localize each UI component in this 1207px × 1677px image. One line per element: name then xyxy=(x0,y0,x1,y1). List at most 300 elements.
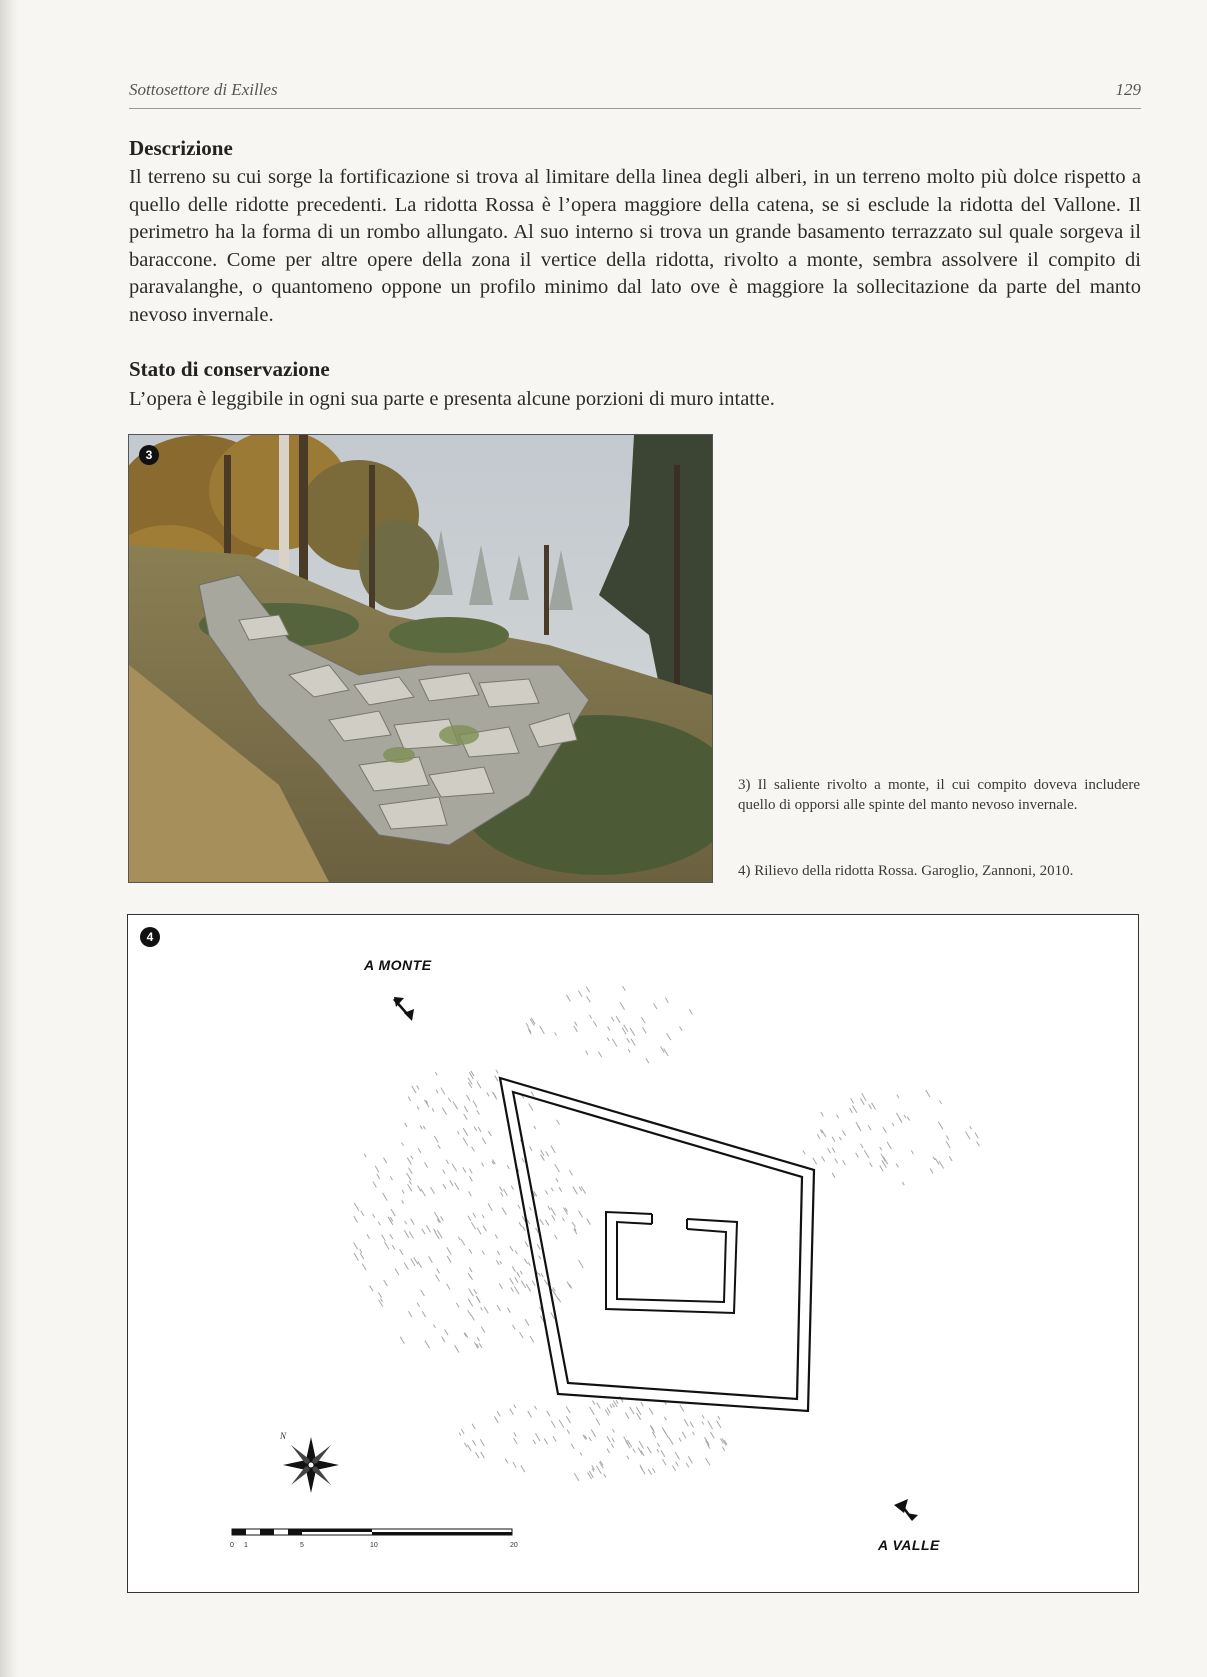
terrain-hatch xyxy=(524,1259,527,1264)
terrain-hatch xyxy=(579,1260,584,1268)
section-body-conservazione: L’opera è leggibile in ogni sua parte e presenta alcune porzioni di muro intatte. xyxy=(129,388,775,410)
terrain-hatch xyxy=(409,1168,413,1174)
terrain-hatch xyxy=(457,1131,459,1134)
terrain-hatch xyxy=(408,1184,412,1191)
terrain-hatch xyxy=(496,1260,499,1265)
terrain-hatch xyxy=(463,1167,466,1172)
terrain-hatch xyxy=(702,1415,704,1418)
terrain-hatch xyxy=(469,1169,472,1174)
terrain-hatch xyxy=(896,1163,898,1167)
terrain-hatch xyxy=(454,1182,458,1189)
terrain-hatch xyxy=(513,1462,516,1468)
terrain-hatch xyxy=(717,1420,721,1427)
terrain-hatch xyxy=(402,1200,404,1203)
terrain-hatch xyxy=(468,1299,473,1307)
terrain-hatch xyxy=(529,1147,532,1151)
terrain-hatch xyxy=(495,1235,497,1239)
terrain-hatch xyxy=(467,1445,471,1451)
terrain-hatch xyxy=(354,1242,358,1249)
terrain-hatch xyxy=(402,1142,404,1145)
terrain-hatch xyxy=(425,1162,428,1167)
terrain-hatch xyxy=(477,1228,481,1235)
terrain-hatch xyxy=(883,1127,886,1132)
terrain-hatch xyxy=(665,998,668,1003)
terrain-hatch xyxy=(484,1307,488,1313)
terrain-hatch xyxy=(482,1215,484,1218)
terrain-hatch xyxy=(612,1039,617,1047)
terrain-hatch xyxy=(864,1150,869,1158)
terrain-hatch xyxy=(711,1432,715,1438)
page-number: 129 xyxy=(1115,80,1141,99)
terrain-hatch xyxy=(689,1009,692,1014)
redoubt-outer-wall xyxy=(500,1078,814,1411)
terrain-hatch xyxy=(930,1169,933,1174)
terrain-hatch xyxy=(477,1337,479,1341)
terrain-hatch xyxy=(551,1421,555,1428)
running-head-title: Sottosettore di Exilles xyxy=(129,80,278,99)
terrain-hatch xyxy=(447,1247,451,1254)
terrain-hatch xyxy=(648,1469,651,1475)
terrain-hatch xyxy=(559,1420,564,1428)
terrain-hatch xyxy=(511,1287,514,1291)
terrain-hatch xyxy=(514,1287,519,1295)
terrain-hatch xyxy=(480,1439,484,1446)
terrain-hatch xyxy=(474,1126,477,1130)
terrain-hatch xyxy=(557,1120,560,1125)
scale-bar xyxy=(232,1529,512,1535)
terrain-hatch xyxy=(408,1311,412,1317)
terrain-hatch xyxy=(616,1400,618,1404)
terrain-hatch xyxy=(926,1090,930,1097)
terrain-hatch xyxy=(553,1436,556,1441)
terrain-hatch xyxy=(456,1303,459,1308)
terrain-hatch xyxy=(477,1110,480,1114)
terrain-hatch xyxy=(607,1038,609,1041)
terrain-hatch xyxy=(706,1458,710,1465)
terrain-hatch xyxy=(555,1033,557,1036)
terrain-hatch xyxy=(581,1186,585,1193)
scale-tick-label: 0 xyxy=(230,1542,234,1549)
terrain-hatch xyxy=(946,1135,949,1140)
terrain-hatch xyxy=(469,1249,472,1254)
terrain-hatch xyxy=(510,1409,514,1415)
terrain-hatch xyxy=(590,1407,595,1415)
terrain-hatch xyxy=(539,1256,541,1260)
terrain-hatch xyxy=(610,1404,612,1408)
terrain-hatch xyxy=(887,1142,891,1149)
terrain-hatch xyxy=(500,1261,502,1264)
terrain-hatch xyxy=(688,1456,692,1463)
terrain-hatch xyxy=(472,1147,475,1152)
terrain-hatch xyxy=(970,1126,972,1129)
terrain-hatch xyxy=(604,1474,606,1478)
terrain-hatch xyxy=(892,1123,894,1126)
terrain-hatch xyxy=(842,1130,845,1135)
terrain-hatch xyxy=(373,1182,376,1188)
terrain-hatch xyxy=(949,1156,952,1161)
terrain-hatch xyxy=(409,1231,413,1238)
terrain-hatch xyxy=(623,986,626,991)
caption-figure-4: 4) Rilievo della ridotta Rossa. Garoglio, Zannoni, 2010. xyxy=(738,863,1074,879)
north-mark: N xyxy=(280,1431,287,1441)
terrain-hatch xyxy=(442,1336,445,1342)
terrain-hatch xyxy=(404,1263,408,1270)
terrain-hatch xyxy=(520,1332,524,1338)
terrain-hatch xyxy=(571,1444,574,1449)
terrain-hatch xyxy=(676,1462,679,1467)
terrain-hatch xyxy=(862,1093,866,1100)
caption-figure-3: 3) Il saliente rivolto a monte, il cui compito doveva includere quello di opporsi alle spinte del manto nevoso invernale. xyxy=(738,777,1140,813)
terrain-hatch xyxy=(517,1272,520,1277)
terrain-hatch xyxy=(843,1160,846,1164)
terrain-hatch xyxy=(450,1180,453,1185)
terrain-hatch xyxy=(529,1104,533,1111)
terrain-hatch xyxy=(856,1122,859,1128)
terrain-hatch xyxy=(567,1429,570,1433)
terrain-hatch xyxy=(442,1108,446,1115)
terrain-hatch xyxy=(377,1174,380,1179)
terrain-hatch xyxy=(612,1429,614,1432)
terrain-hatch xyxy=(589,1015,591,1019)
terrain-hatch xyxy=(939,1100,941,1103)
terrain-hatch xyxy=(463,1138,468,1146)
label-a-valle: A VALLE xyxy=(878,1537,940,1553)
terrain-hatch xyxy=(946,1141,950,1148)
terrain-hatch xyxy=(514,1432,516,1436)
terrain-hatch xyxy=(378,1293,381,1298)
terrain-hatch xyxy=(360,1249,362,1253)
terrain-hatch xyxy=(472,1424,475,1429)
terrain-hatch xyxy=(481,1307,483,1310)
terrain-hatch xyxy=(497,1305,500,1311)
terrain-hatch xyxy=(633,1449,635,1453)
terrain-hatch xyxy=(591,1429,595,1436)
scale-tick-label: 20 xyxy=(510,1542,518,1549)
terrain-hatch xyxy=(417,1085,419,1089)
terrain-hatch xyxy=(868,1125,871,1130)
barracks-base-outer xyxy=(606,1212,737,1313)
terrain-hatch xyxy=(384,1158,387,1163)
terrain-hatch xyxy=(552,1215,555,1220)
terrain-hatch xyxy=(544,1280,547,1285)
terrain-hatch xyxy=(392,1245,395,1249)
terrain-hatch xyxy=(453,1101,458,1109)
figure-3-badge: 3 xyxy=(139,445,159,465)
terrain-hatch xyxy=(654,1003,657,1009)
terrain-hatch xyxy=(587,996,591,1002)
terrain-hatch xyxy=(402,1190,404,1194)
terrain-hatch xyxy=(432,1108,434,1111)
terrain-hatch xyxy=(370,1286,374,1292)
terrain-hatch xyxy=(435,1072,437,1075)
terrain-hatch xyxy=(418,1186,422,1192)
terrain-hatch xyxy=(507,1308,510,1313)
terrain-hatch xyxy=(433,1324,435,1327)
terrain-hatch xyxy=(423,1126,425,1129)
terrain-hatch xyxy=(938,1122,943,1130)
terrain-hatch xyxy=(821,1112,824,1117)
terrain-hatch xyxy=(679,1026,681,1030)
terrain-hatch xyxy=(469,1191,472,1196)
terrain-hatch xyxy=(907,1117,909,1121)
terrain-hatch xyxy=(429,1256,433,1262)
terrain-hatch xyxy=(390,1176,392,1180)
terrain-hatch xyxy=(546,1151,549,1156)
terrain-hatch xyxy=(417,1303,419,1307)
terrain-hatch xyxy=(669,1437,673,1444)
terrain-hatch xyxy=(529,1207,531,1210)
arrow-upslope-icon xyxy=(394,997,414,1021)
terrain-hatch xyxy=(455,1345,459,1352)
terrain-hatch xyxy=(438,1145,440,1149)
terrain-hatch xyxy=(373,1214,375,1218)
terrain-hatch xyxy=(395,1268,399,1275)
terrain-hatch xyxy=(474,1289,477,1294)
plan-drawing xyxy=(128,915,1138,1592)
terrain-hatch xyxy=(441,1088,445,1095)
terrain-hatch xyxy=(646,1058,649,1063)
terrain-hatch xyxy=(547,1411,550,1417)
terrain-hatch xyxy=(586,986,589,992)
terrain-hatch xyxy=(409,1181,411,1185)
terrain-hatch xyxy=(471,1315,474,1321)
terrain-hatch xyxy=(880,1147,882,1150)
terrain-hatch xyxy=(870,1162,873,1167)
section-body-descrizione: Il terreno su cui sorge la fortificazione si trova al limitare della linea degli alberi, in un terreno molto più dolce rispetto a quello delle ridotte precedenti. La ridotta Rossa è l’opera maggiore della catena, se si esclude la ridotta del Vallone. Il perimetro ha la forma di un rombo allungato. Al suo interno si trova un grande basamento terrazzato sul quale sorgeva il baraccone. Come per altre opere della zona il vertice della ridotta, rivolto a monte, sembra assolvere il compito di paravalanghe, o quantomeno oppone un profilo minimo dal lato ove è maggiore la sollecitazione da parte del manto nevoso invernale. xyxy=(129,166,1141,326)
terrain-hatch xyxy=(566,995,570,1002)
terrain-hatch xyxy=(510,1246,513,1251)
terrain-hatch xyxy=(692,1432,694,1435)
terrain-hatch xyxy=(686,1463,689,1467)
terrain-hatch xyxy=(521,1465,525,1472)
terrain-hatch xyxy=(664,1417,666,1420)
terrain-hatch xyxy=(860,1098,864,1104)
terrain-hatch xyxy=(471,1222,475,1229)
terrain-hatch xyxy=(514,1438,518,1444)
terrain-hatch xyxy=(631,1039,635,1046)
terrain-hatch xyxy=(663,1459,666,1465)
terrain-hatch xyxy=(354,1253,358,1260)
terrain-hatch xyxy=(661,1450,665,1457)
terrain-hatch xyxy=(534,1126,536,1129)
redoubt-inner-wall xyxy=(513,1092,802,1399)
terrain-hatch xyxy=(422,1229,425,1234)
terrain-hatch xyxy=(458,1237,460,1240)
terrain-hatch xyxy=(533,1440,535,1444)
terrain-hatch xyxy=(574,1473,579,1481)
terrain-hatch xyxy=(628,1049,630,1052)
terrain-hatch xyxy=(566,1416,570,1423)
terrain-hatch xyxy=(839,1137,841,1140)
terrain-hatch xyxy=(437,1269,440,1274)
terrain-hatch xyxy=(468,1273,471,1278)
terrain-hatch xyxy=(446,1160,448,1164)
terrain-hatch xyxy=(361,1211,364,1216)
terrain-hatch xyxy=(540,1219,544,1225)
terrain-hatch xyxy=(569,1170,572,1175)
terrain-hatch xyxy=(418,1262,422,1268)
terrain-hatch xyxy=(935,1158,939,1164)
terrain-hatch xyxy=(679,1438,681,1442)
terrain-hatch xyxy=(447,1256,451,1262)
terrain-hatch xyxy=(426,1225,430,1232)
terrain-hatch xyxy=(680,1405,684,1412)
terrain-hatch xyxy=(391,1209,395,1216)
terrain-hatch xyxy=(468,1216,471,1221)
terrain-hatch xyxy=(354,1203,359,1211)
terrain-hatch xyxy=(611,1017,614,1022)
terrain-hatch xyxy=(702,1421,704,1424)
terrain-hatch xyxy=(405,1123,407,1127)
terrain-hatch xyxy=(662,1427,666,1434)
terrain-hatch xyxy=(548,1206,550,1210)
terrain-hatch xyxy=(975,1133,978,1139)
terrain-hatch xyxy=(477,1297,480,1302)
terrain-hatch xyxy=(515,1250,517,1254)
terrain-hatch xyxy=(499,1187,502,1192)
terrain-hatch xyxy=(611,1444,613,1448)
terrain-hatch xyxy=(575,1022,577,1026)
terrain-hatch xyxy=(574,1026,578,1032)
terrain-hatch xyxy=(627,1456,629,1459)
terrain-hatch xyxy=(562,1218,564,1221)
terrain-hatch xyxy=(545,1191,547,1195)
terrain-hatch xyxy=(578,991,582,997)
terrain-hatch xyxy=(641,1017,645,1023)
terrain-hatch xyxy=(596,1466,601,1474)
terrain-hatch xyxy=(492,1092,496,1099)
terrain-hatch xyxy=(443,1170,445,1174)
terrain-hatch xyxy=(647,1446,651,1453)
terrain-hatch xyxy=(380,1298,382,1301)
terrain-hatch xyxy=(502,1208,506,1215)
terrain-hatch xyxy=(607,1436,611,1442)
terrain-hatch xyxy=(459,1433,461,1436)
terrain-hatch xyxy=(503,1189,507,1196)
terrain-hatch xyxy=(572,1222,575,1227)
terrain-hatch xyxy=(521,1281,525,1288)
terrain-hatch xyxy=(539,1273,541,1276)
terrain-hatch xyxy=(551,1208,556,1216)
terrain-hatch xyxy=(851,1098,854,1103)
terrain-hatch xyxy=(933,1157,935,1160)
terrain-hatch xyxy=(400,1337,404,1344)
terrain-hatch xyxy=(530,1336,534,1342)
terrain-hatch xyxy=(434,1136,438,1143)
terrain-hatch xyxy=(469,1176,472,1181)
terrain-hatch xyxy=(684,1419,688,1426)
terrain-hatch xyxy=(390,1234,393,1239)
terrain-hatch xyxy=(672,1466,675,1471)
terrain-hatch xyxy=(483,1226,486,1232)
terrain-hatch xyxy=(425,1340,430,1348)
photo-illustration xyxy=(129,435,712,882)
terrain-hatch xyxy=(607,1449,610,1453)
terrain-hatch xyxy=(414,1258,418,1265)
terrain-hatch xyxy=(540,1026,545,1034)
terrain-hatch xyxy=(417,1106,419,1109)
terrain-hatch xyxy=(881,1154,885,1161)
terrain-hatch xyxy=(597,1403,601,1409)
terrain-hatch xyxy=(977,1141,980,1146)
terrain-hatch xyxy=(832,1137,835,1142)
terrain-hatch xyxy=(593,1021,596,1027)
terrain-hatch xyxy=(514,1405,516,1408)
terrain-hatch xyxy=(542,1156,545,1160)
terrain-hatch xyxy=(535,1433,540,1441)
terrain-hatch xyxy=(586,1051,588,1055)
terrain-hatch xyxy=(499,1283,502,1288)
terrain-hatch xyxy=(466,1095,469,1101)
terrain-hatch xyxy=(404,1230,409,1238)
terrain-hatch xyxy=(375,1166,379,1172)
terrain-hatch xyxy=(828,1148,831,1153)
terrain-hatch xyxy=(494,1416,498,1423)
terrain-hatch xyxy=(534,1406,536,1410)
terrain-hatch xyxy=(526,1023,528,1027)
scale-tick-label: 5 xyxy=(300,1542,304,1549)
terrain-hatch xyxy=(495,1075,498,1081)
terrain-hatch xyxy=(421,1189,425,1196)
section-heading-descrizione: Descrizione xyxy=(129,136,233,160)
terrain-hatch xyxy=(367,1234,370,1238)
terrain-hatch xyxy=(515,1277,518,1283)
terrain-hatch xyxy=(904,1115,906,1118)
terrain-hatch xyxy=(649,1408,653,1415)
terrain-hatch xyxy=(803,1150,805,1154)
terrain-hatch xyxy=(477,1082,481,1088)
terrain-hatch xyxy=(364,1154,366,1157)
terrain-hatch xyxy=(675,1452,679,1459)
terrain-hatch xyxy=(537,1244,540,1249)
terrain-hatch xyxy=(507,1165,509,1169)
terrain-hatch xyxy=(612,1403,614,1407)
terrain-hatch xyxy=(852,1105,856,1112)
terrain-hatch xyxy=(551,1146,555,1153)
section-heading-conservazione: Stato di conservazione xyxy=(129,357,330,381)
compass-rose-icon xyxy=(283,1437,339,1493)
terrain-hatch xyxy=(657,1443,659,1447)
header-rule xyxy=(129,108,1141,109)
terrain-hatch xyxy=(472,1440,476,1446)
terrain-hatch xyxy=(519,1222,522,1226)
terrain-hatch xyxy=(505,1459,508,1463)
terrain-hatch xyxy=(558,1298,560,1302)
terrain-hatch xyxy=(418,1148,421,1152)
terrain-hatch xyxy=(452,1164,456,1171)
terrain-hatch xyxy=(510,1278,514,1284)
terrain-hatch xyxy=(434,1212,438,1218)
terrain-hatch xyxy=(464,1443,467,1448)
terrain-hatch xyxy=(522,1158,525,1162)
terrain-hatch xyxy=(481,1452,485,1458)
terrain-hatch xyxy=(836,1115,838,1119)
figure-4-badge: 4 xyxy=(140,927,160,947)
terrain-hatch xyxy=(384,1280,388,1286)
running-head xyxy=(129,80,1141,100)
terrain-hatch xyxy=(525,1319,529,1325)
terrain-hatch xyxy=(448,1098,451,1102)
terrain-hatch xyxy=(608,1027,610,1031)
terrain-hatch xyxy=(652,1468,655,1472)
terrain-hatch xyxy=(528,1262,530,1265)
terrain-hatch xyxy=(532,1281,535,1286)
terrain-hatch xyxy=(708,1421,713,1429)
terrain-hatch xyxy=(468,1310,471,1316)
terrain-hatch xyxy=(832,1148,835,1153)
terrain-hatch xyxy=(526,1284,531,1292)
terrain-hatch xyxy=(461,1239,465,1245)
